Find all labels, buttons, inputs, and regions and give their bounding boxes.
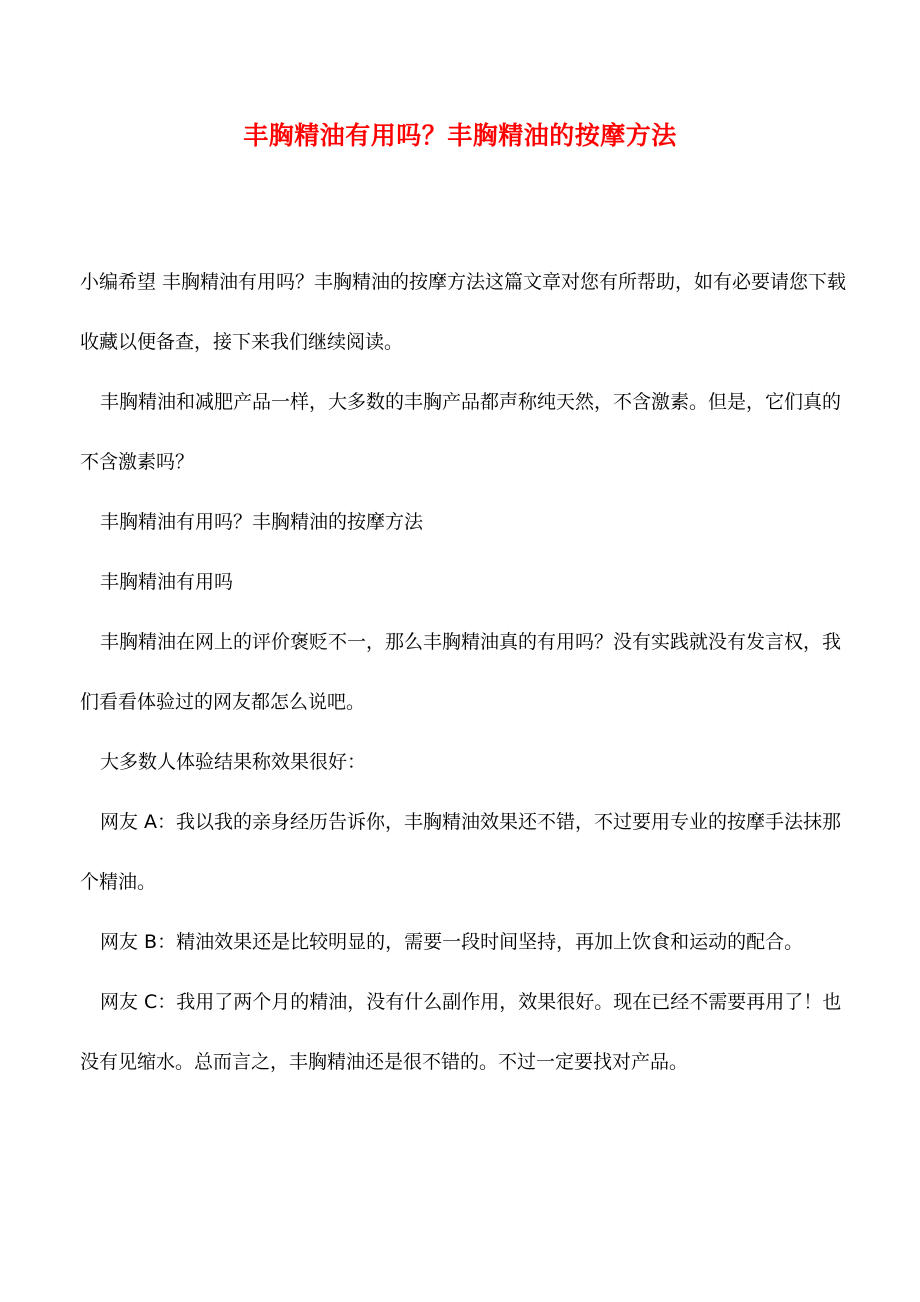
paragraph-user-a: 网友 A：我以我的亲身经历告诉你，丰胸精油效果还不错，不过要用专业的按摩手法抹那个精油。 xyxy=(80,811,842,893)
paragraph-subtitle-repeat: 丰胸精油有用吗？丰胸精油的按摩方法 xyxy=(100,511,424,533)
section-heading-useful: 丰胸精油有用吗 xyxy=(100,571,234,593)
paragraph-user-c: 网友 C：我用了两个月的精油，没有什么副作用，效果很好。现在已经不需要再用了！也没有见缩水。总而言之，丰胸精油还是很不错的。不过一定要找对产品。 xyxy=(80,991,842,1073)
document-body xyxy=(80,252,850,1092)
paragraph-most-people: 大多数人体验结果称效果很好： xyxy=(100,751,367,773)
paragraph-intro: 小编希望 丰胸精油有用吗？丰胸精油的按摩方法这篇文章对您有所帮助，如有必要请您下载收藏以便备查，接下来我们继续阅读。 xyxy=(80,271,847,353)
paragraph-user-b: 网友 B：精油效果还是比较明显的，需要一段时间坚持，再加上饮食和运动的配合。 xyxy=(100,931,804,953)
paragraph-hormone-question: 丰胸精油和减肥产品一样，大多数的丰胸产品都声称纯天然，不含激素。但是，它们真的不含激素吗？ xyxy=(80,391,842,473)
document-title: 丰胸精油有用吗？丰胸精油的按摩方法 xyxy=(243,121,677,150)
paragraph-reviews-mixed: 丰胸精油在网上的评价褒贬不一，那么丰胸精油真的有用吗？没有实践就没有发言权，我们看看体验过的网友都怎么说吧。 xyxy=(80,631,842,713)
